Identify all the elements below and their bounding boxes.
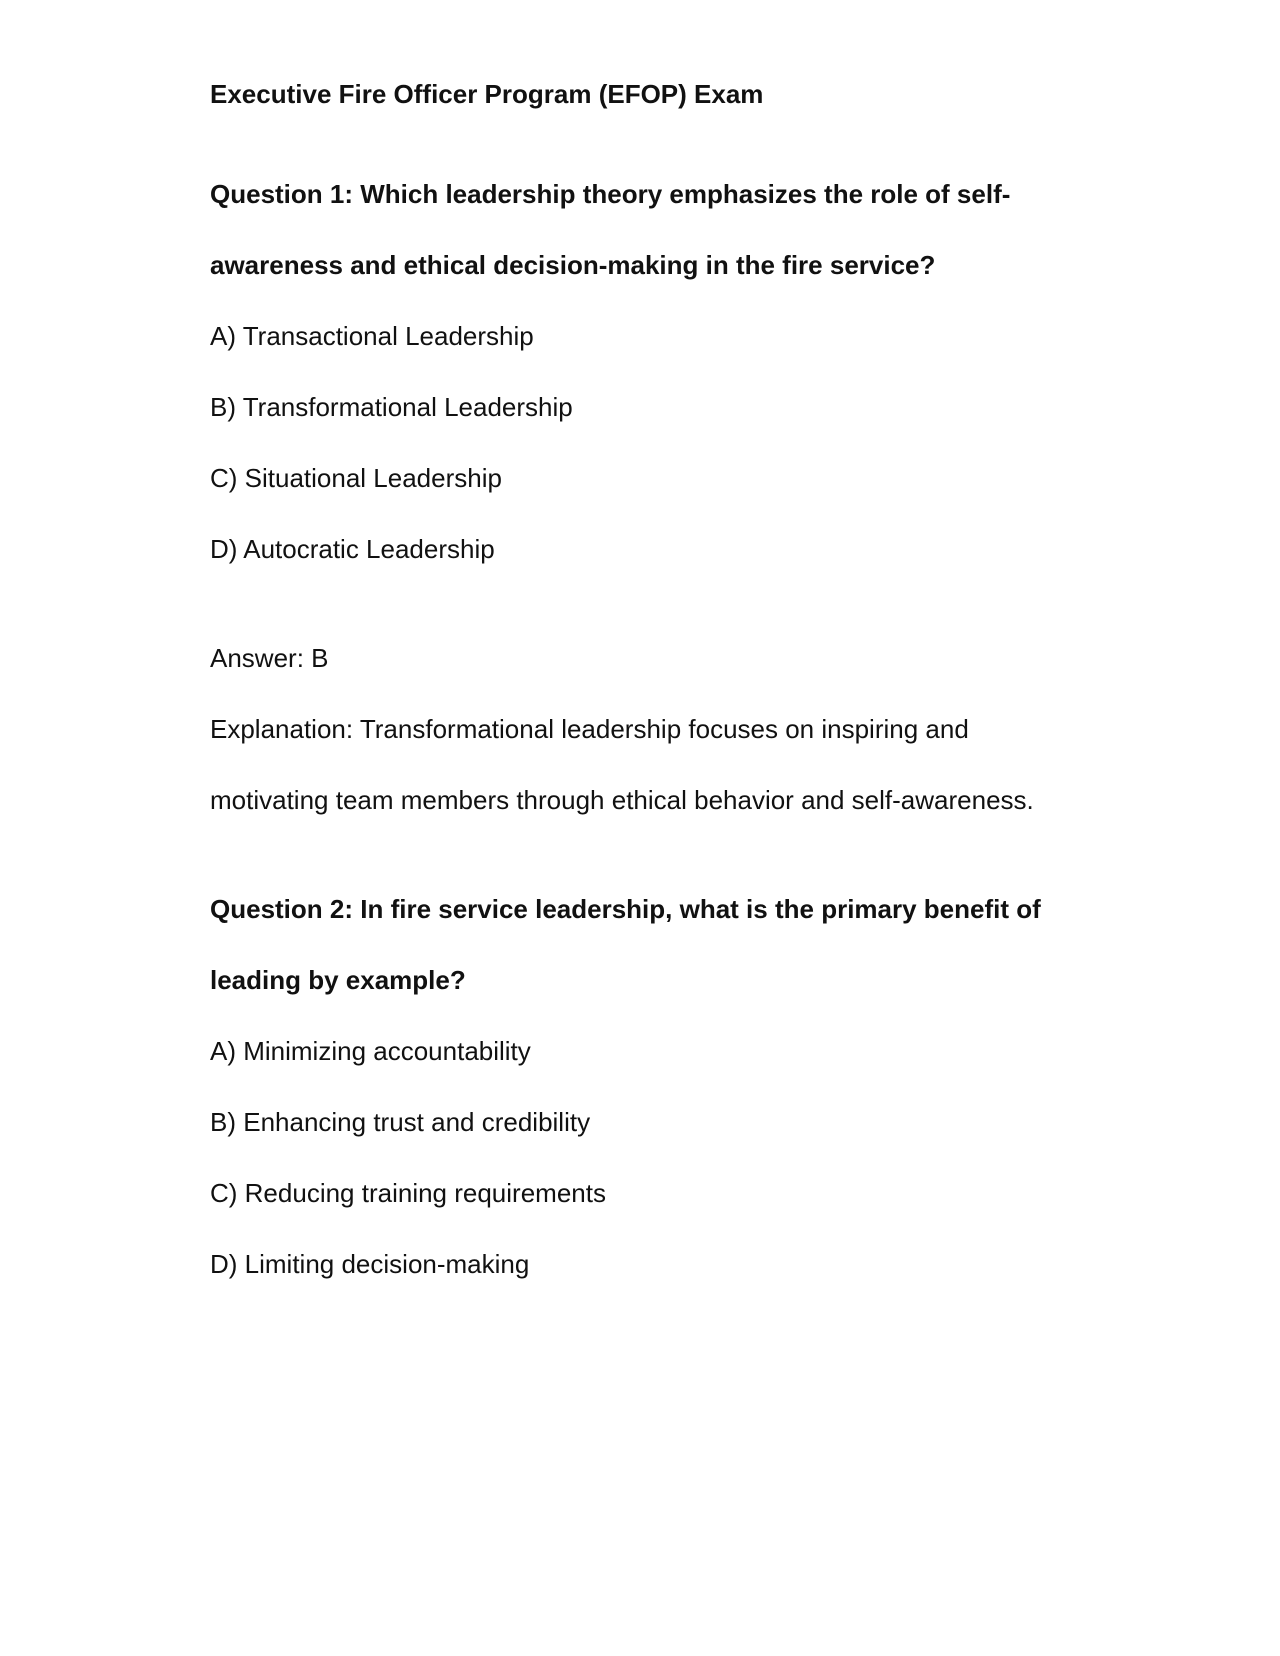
question-1-explanation-line-2: motivating team members through ethical behavior and self-awareness. [210, 785, 1034, 815]
question-2-text-line-2: leading by example? [210, 965, 466, 995]
question-1-text-line-2: awareness and ethical decision-making in the fire service? [210, 250, 936, 280]
question-1-option-c: C) Situational Leadership [210, 463, 502, 493]
question-1-explanation-line-1: Explanation: Transformational leadership focuses on inspiring and [210, 714, 969, 744]
question-1-option-d: D) Autocratic Leadership [210, 534, 495, 564]
question-1-option-b: B) Transformational Leadership [210, 392, 573, 422]
question-1-option-a: A) Transactional Leadership [210, 321, 534, 351]
question-1-text-line-1: Question 1: Which leadership theory emphasizes the role of self- [210, 179, 1011, 209]
question-2-option-b: B) Enhancing trust and credibility [210, 1107, 591, 1137]
question-2-option-d: D) Limiting decision-making [210, 1249, 530, 1279]
question-2-option-c: C) Reducing training requirements [210, 1178, 606, 1208]
question-2-option-a: A) Minimizing accountability [210, 1036, 531, 1066]
document-title: Executive Fire Officer Program (EFOP) Exam [210, 79, 764, 109]
question-2-text-line-1: Question 2: In fire service leadership, what is the primary benefit of [210, 894, 1041, 924]
question-1-answer: Answer: B [210, 643, 329, 673]
